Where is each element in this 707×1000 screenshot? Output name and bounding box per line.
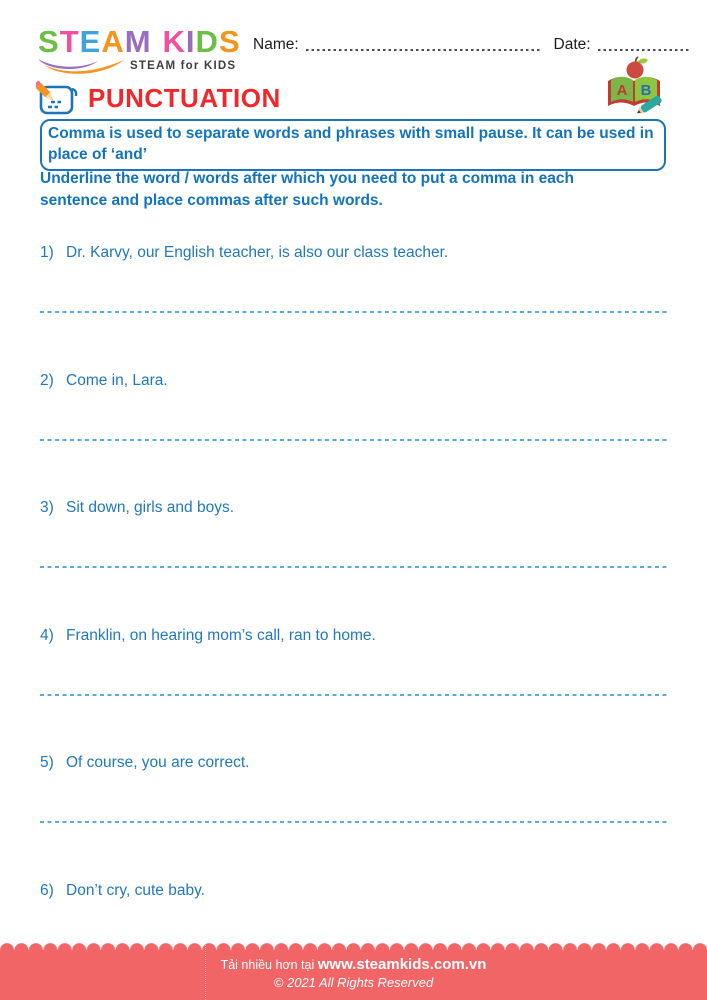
footer-scallop-edge	[0, 942, 707, 950]
exercise-sentence	[40, 753, 668, 773]
logo-swoosh-icon	[36, 57, 128, 75]
exercise-sentence	[40, 881, 668, 901]
exercise-text: Sit down, girls and boys.	[66, 499, 235, 516]
pencil-paper-icon	[36, 76, 80, 120]
answer-line[interactable]	[40, 566, 668, 568]
date-input-line[interactable]	[598, 49, 689, 51]
logo-letter: D	[195, 24, 219, 59]
answer-line[interactable]	[40, 439, 668, 441]
exercise-sentence	[40, 498, 668, 518]
exercise-number: 3)	[40, 499, 54, 516]
exercise-number: 5)	[40, 754, 54, 771]
svg-text:B: B	[640, 82, 652, 99]
exercise-number: 4)	[40, 626, 54, 644]
answer-line[interactable]	[40, 694, 668, 696]
logo-letter: E	[79, 24, 102, 59]
logo-letter: S	[38, 24, 60, 59]
logo-letter: T	[59, 24, 80, 59]
logo-letter: A	[101, 24, 125, 59]
page-footer	[0, 950, 707, 1000]
name-label: Name:	[253, 36, 299, 53]
exercise-number: 6)	[40, 881, 54, 899]
name-input-line[interactable]	[306, 49, 540, 51]
logo-subtitle: STEAM for KIDS	[130, 60, 237, 72]
exercise-text: Of course, you are correct.	[66, 754, 250, 771]
logo-letter: M	[124, 24, 152, 59]
rule-box: Comma is used to separate words and phrases with small pause. It can be used in place of ‘and’	[40, 119, 666, 171]
exercise-sentence	[40, 626, 668, 646]
logo-letter: S	[218, 24, 241, 59]
exercise-number: 2)	[40, 371, 54, 389]
exercise-number: 1)	[40, 244, 54, 261]
answer-line[interactable]	[40, 821, 668, 823]
exercise-item	[40, 371, 668, 499]
exercise-text: Come in, Lara.	[66, 371, 168, 389]
logo-letter: K	[162, 24, 186, 59]
exercise-text: Franklin, on hearing mom’s call, ran to home.	[66, 626, 376, 644]
logo-letter: I	[185, 24, 196, 59]
answer-line[interactable]	[40, 311, 668, 313]
instructions-text: Underline the word / words after which you need to put a comma in each sentence and place commas after such words.	[40, 170, 574, 209]
exercise-item	[40, 626, 668, 754]
svg-text:A: A	[616, 82, 628, 99]
exercise-item	[40, 753, 668, 881]
name-date-row	[253, 36, 689, 54]
footer-more-text: Tải nhiều hơn tại	[220, 958, 315, 972]
footer-website-link[interactable]: www.steamkids.com.vn	[317, 956, 487, 973]
exercise-text: Dr. Karvy, our English teacher, is also our class teacher.	[66, 244, 449, 261]
date-label: Date:	[553, 36, 591, 53]
page-title: PUNCTUATION	[88, 82, 281, 113]
exercise-sentence	[40, 371, 668, 391]
footer-download-line	[0, 956, 707, 973]
footer-copyright: © 2021 All Rights Reserved	[273, 975, 434, 990]
exercise-sentence	[40, 243, 668, 263]
steam-kids-logo	[38, 26, 241, 57]
exercise-item	[40, 243, 668, 371]
title-row	[36, 76, 281, 120]
abc-book-icon	[604, 56, 666, 116]
exercise-item	[40, 498, 668, 626]
exercise-text: Don’t cry, cute baby.	[66, 881, 205, 899]
page-fold-mark	[205, 942, 206, 1000]
